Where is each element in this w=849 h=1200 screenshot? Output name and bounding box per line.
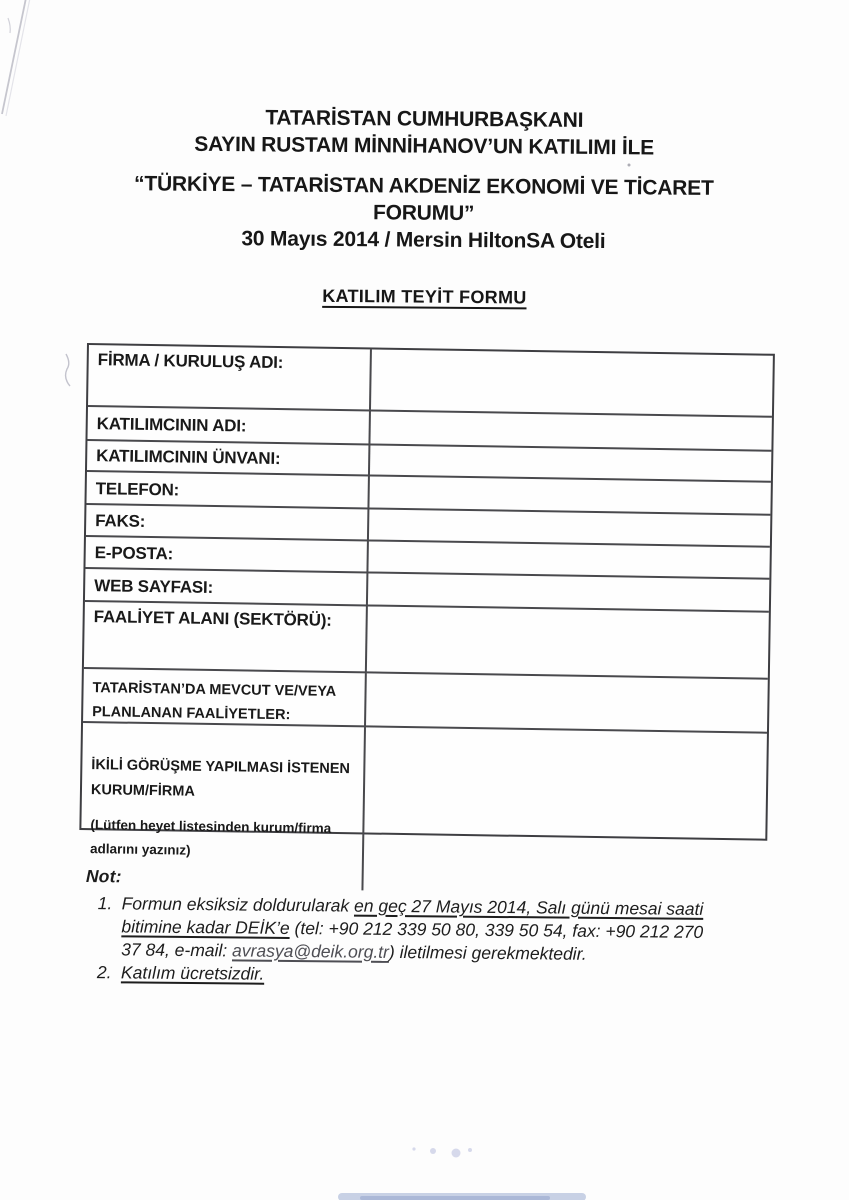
note-1-contacts: (tel: +90 212 339 50 80, 339 50 54, fax: +90 212 270 37 84, e-mail: (121, 917, 704, 961)
note-1-text (121, 892, 703, 967)
label-telefon: TELEFON: (86, 472, 369, 509)
label-faaliyet-alani: FAALİYET ALANI (SEKTÖRÜ): (84, 602, 368, 673)
bottom-edge-blue-strip (338, 1193, 586, 1200)
scan-wisp (8, 18, 10, 33)
label-katilimcinin-unvani: KATILIMCININ ÜNVANI: (87, 441, 370, 476)
note-2-free: Katılım ücretsizdir. (120, 962, 265, 984)
ikili-gorusme-title: İKİLİ GÖRÜŞME YAPILMASI İSTENEN KURUM/FİRMA (90, 757, 351, 800)
note-1-number: 1. (97, 893, 113, 914)
label-web-sayfasi: WEB SAYFASI: (85, 569, 368, 606)
value-firma-kurulus-adi (371, 349, 773, 417)
label-firma-kurulus-adi: FİRMA / KURULUŞ ADI: (88, 345, 372, 411)
label-e-posta: E-POSTA: (85, 537, 368, 573)
note-item-1 (85, 892, 786, 968)
note-2-text (121, 961, 264, 985)
label-katilimcinin-adi: KATILIMCININ ADI: (87, 407, 370, 445)
forum-title-line-1: “TÜRKİYE – TATARİSTAN AKDENİZ EKONOMİ VE TİCARET (133, 172, 714, 200)
event-date-venue: 30 Mayıs 2014 / Mersin HiltonSA Oteli (241, 227, 606, 254)
note-2-number: 2. (96, 962, 112, 983)
label-ikili-gorusme (80, 723, 366, 890)
note-1-deadline: en geç 27 Mayıs 2014, Salı günü mesai saati bitimine kadar DEİK’e (121, 895, 704, 938)
header-line-2: SAYIN RUSTAM MİNNİHANOV’UN KATILIMI İLE (194, 132, 655, 160)
label-tataristan-faaliyetler: TATARİSTAN’DA MEVCUT VE/VEYA PLANLANAN FAALİYETLER: (83, 669, 367, 727)
document-header (0, 102, 849, 257)
lavender-smudge (412, 1147, 472, 1157)
email-link: avrasya@deik.org.tr (231, 940, 390, 962)
notes-section (85, 866, 786, 991)
value-tataristan-faaliyetler (366, 673, 768, 733)
forum-title-line-2: FORUMU” (372, 201, 475, 226)
page-corner-fold-line (2, 0, 26, 114)
margin-squiggle (66, 354, 70, 386)
note-1-pre: Formun eksiksiz doldurularak (121, 893, 355, 916)
label-faks: FAKS: (86, 505, 369, 541)
participation-form-table (79, 343, 775, 858)
header-line-1: TATARİSTAN CUMHURBAŞKANI (265, 106, 584, 132)
bottom-edge-blue-strip-2 (360, 1196, 550, 1200)
page-corner-fold-line-2 (6, 0, 30, 116)
form-title: KATILIM TEYİT FORMU (322, 285, 527, 308)
value-faaliyet-alani (367, 606, 769, 679)
note-1-post: ) iletilmesi gerekmektedir. (388, 941, 587, 964)
notes-heading: Not: (85, 866, 122, 887)
ikili-gorusme-instruction: (Lütfen heyet listesinden kurum/firma adlarını yazınız) (89, 817, 332, 858)
